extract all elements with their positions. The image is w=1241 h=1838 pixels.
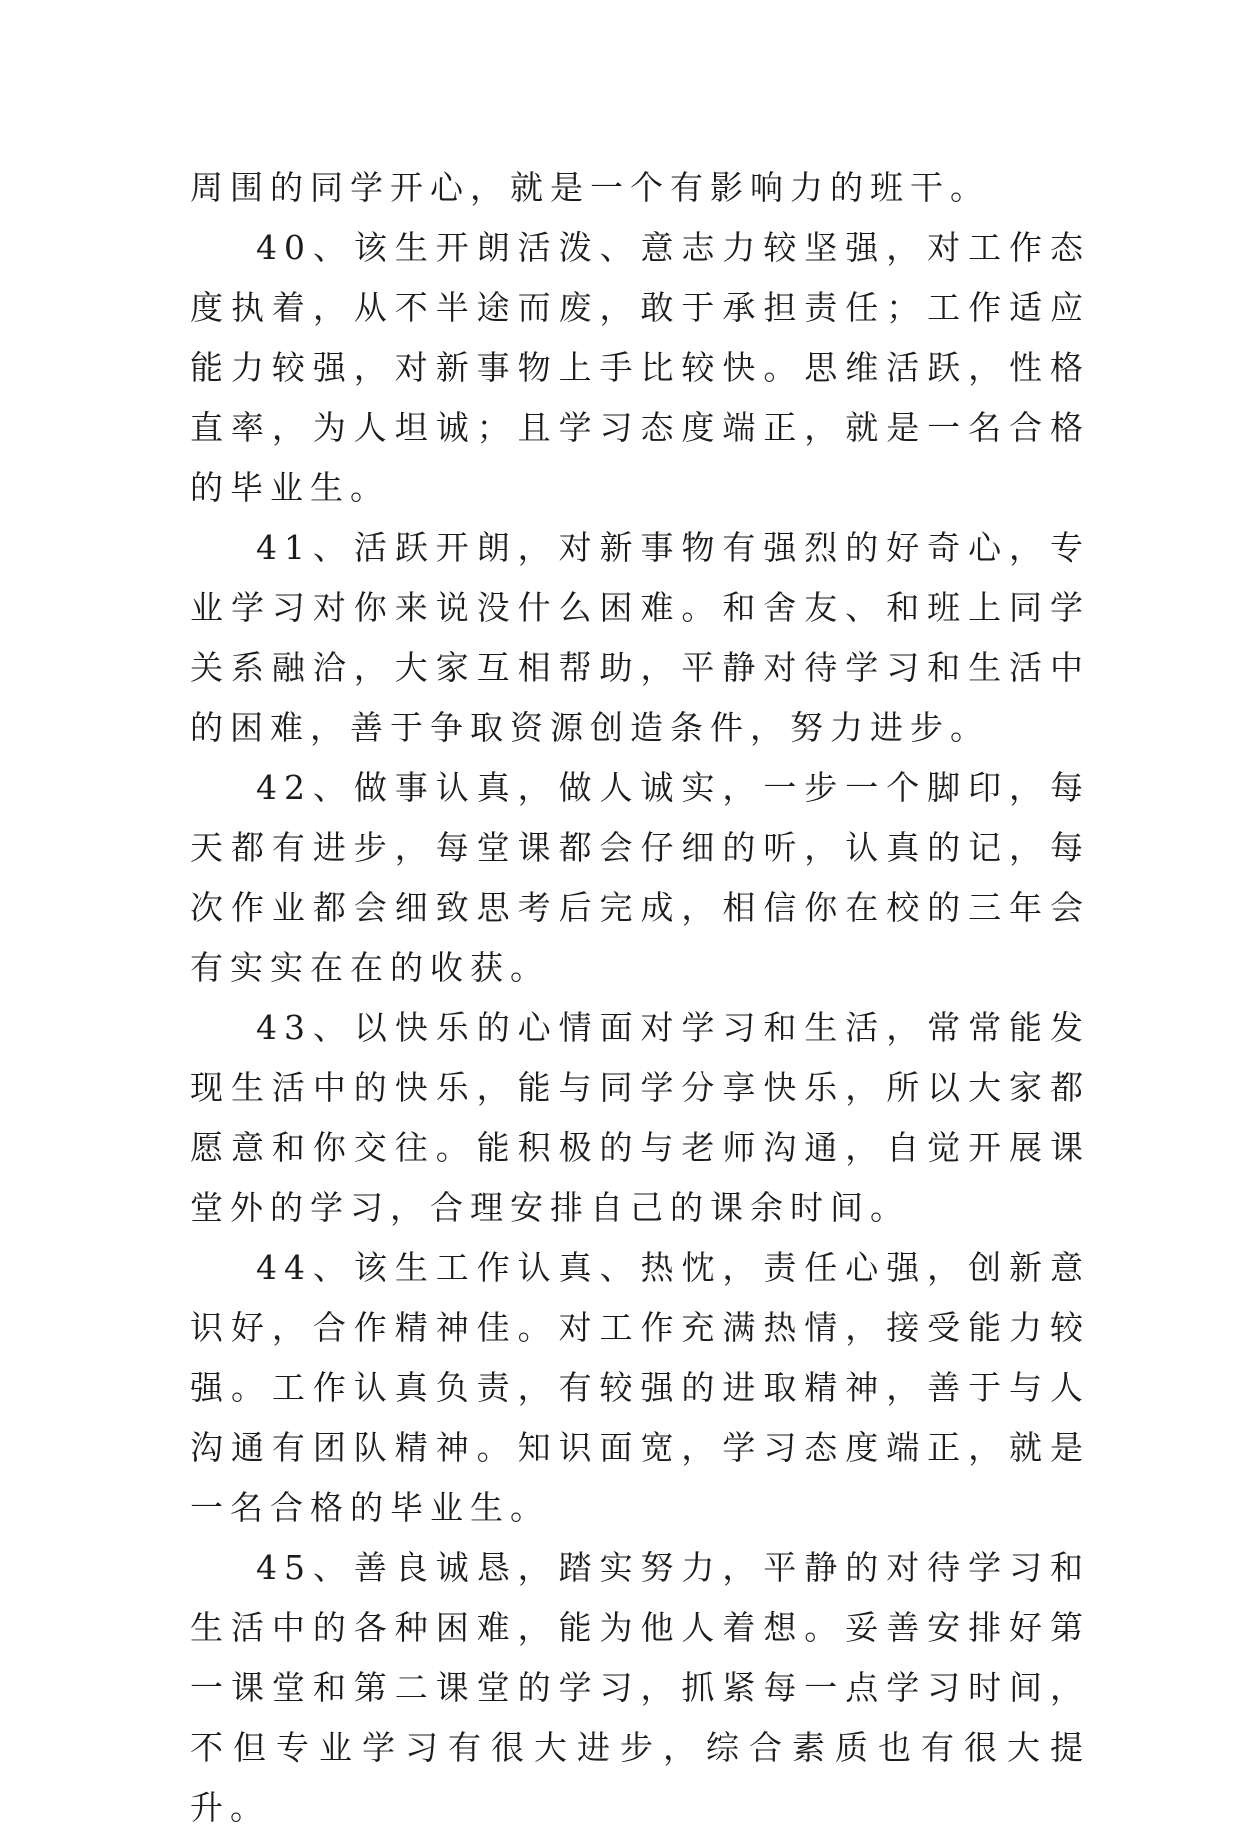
document-body (190, 158, 1090, 1838)
paragraph-42: 42、做事认真，做人诚实，一步一个脚印，每天都有进步，每堂课都会仔细的听，认真的记，每次作业都会细致思考后完成，相信你在校的三年会有实实在在的收获。 (190, 768, 1090, 987)
paragraph-44: 44、该生工作认真、热忱，责任心强，创新意识好，合作精神佳。对工作充满热情，接受能力较强。工作认真负责，有较强的进取精神，善于与人沟通有团队精神。知识面宽，学习态度端正，就是一名合格的毕业生。 (190, 1248, 1090, 1527)
paragraph-43: 43、以快乐的心情面对学习和生活，常常能发现生活中的快乐，能与同学分享快乐，所以大家都愿意和你交往。能积极的与老师沟通，自觉开展课堂外的学习，合理安排自己的课余时间。 (190, 1008, 1090, 1227)
paragraph-41: 41、活跃开朗，对新事物有强烈的好奇心，专业学习对你来说没什么困难。和舍友、和班上同学关系融洽，大家互相帮助，平静对待学习和生活中的困难，善于争取资源创造条件，努力进步。 (190, 528, 1090, 747)
paragraph-45: 45、善良诚恳，踏实努力，平静的对待学习和生活中的各种困难，能为他人着想。妥善安排好第一课堂和第二课堂的学习，抓紧每一点学习时间，不但专业学习有很大进步，综合素质也有很大提升。 (190, 1548, 1090, 1827)
paragraph-40: 40、该生开朗活泼、意志力较坚强，对工作态度执着，从不半途而废，敢于承担责任；工作适应能力较强，对新事物上手比较快。思维活跃，性格直率，为人坦诚；且学习态度端正，就是一名合格的毕业生。 (190, 228, 1090, 507)
paragraph-continuation: 周围的同学开心，就是一个有影响力的班干。 (190, 168, 990, 207)
